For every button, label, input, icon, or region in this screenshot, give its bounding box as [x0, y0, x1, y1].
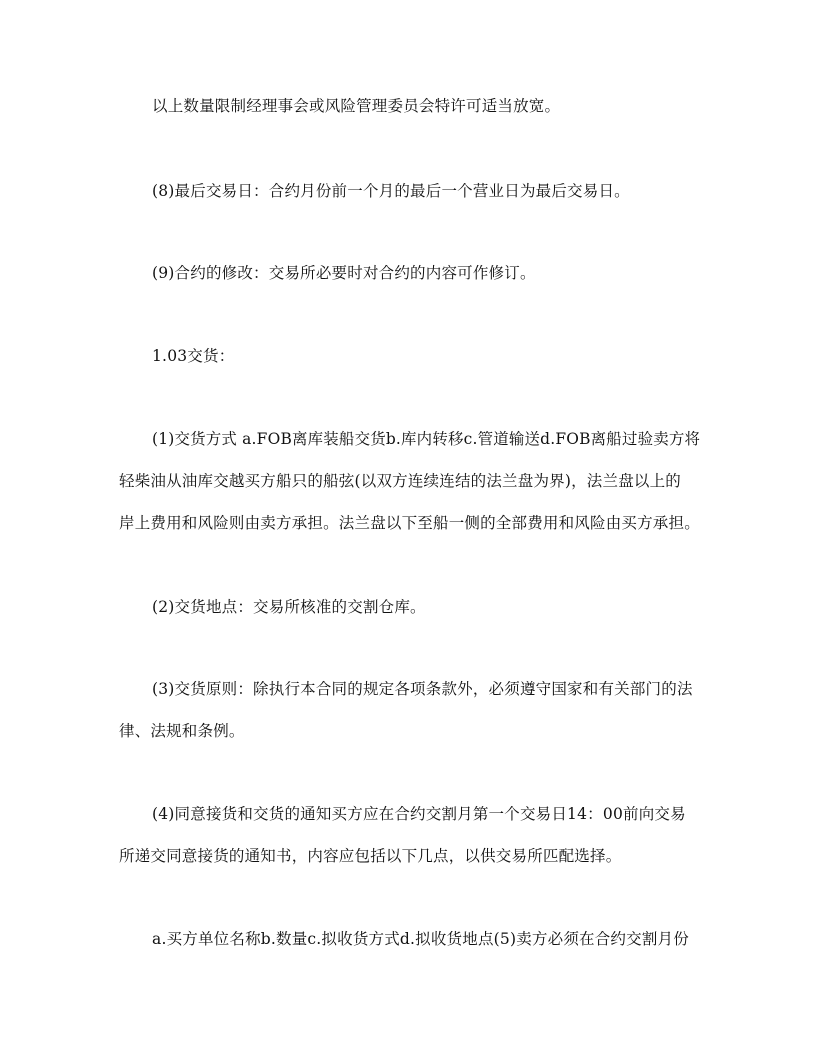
paragraph-line: (1)交货方式 a.FOB离库装船交货b.库内转移c.管道输送d.FOB离船过验卖方将: [152, 430, 701, 448]
paragraph-line: 以上数量限制经理事会或风险管理委员会特许可适当放宽。: [152, 97, 561, 115]
paragraph-line: (3)交货原则：除执行本合同的规定各项条款外，必须遵守国家和有关部门的法: [152, 680, 693, 698]
section-heading: 1.03交货：: [152, 347, 235, 365]
paragraph-line: 岸上费用和风险则由卖方承担。法兰盘以下至船一侧的全部费用和风险由买方承担。: [119, 514, 700, 532]
paragraph-line: (9)合约的修改：交易所必要时对合约的内容可作修订。: [152, 264, 536, 282]
paragraph-line: 律、法规和条例。: [119, 722, 245, 740]
paragraph-line: 轻柴油从油库交越买方船只的船弦(以双方连续连结的法兰盘为界)，法兰盘以上的: [119, 472, 681, 490]
paragraph-line: (4)同意接货和交货的通知买方应在合约交割月第一个交易日14：00前向交易: [152, 805, 686, 823]
paragraph-line: a.买方单位名称b.数量c.拟收货方式d.拟收货地点(5)卖方必须在合约交割月份: [152, 930, 689, 948]
paragraph-line: (8)最后交易日：合约月份前一个月的最后一个营业日为最后交易日。: [152, 182, 630, 200]
paragraph-line: 所递交同意接货的通知书，内容应包括以下几点，以供交易所匹配选择。: [119, 847, 622, 865]
paragraph-line: (2)交货地点：交易所核准的交割仓库。: [152, 598, 426, 616]
